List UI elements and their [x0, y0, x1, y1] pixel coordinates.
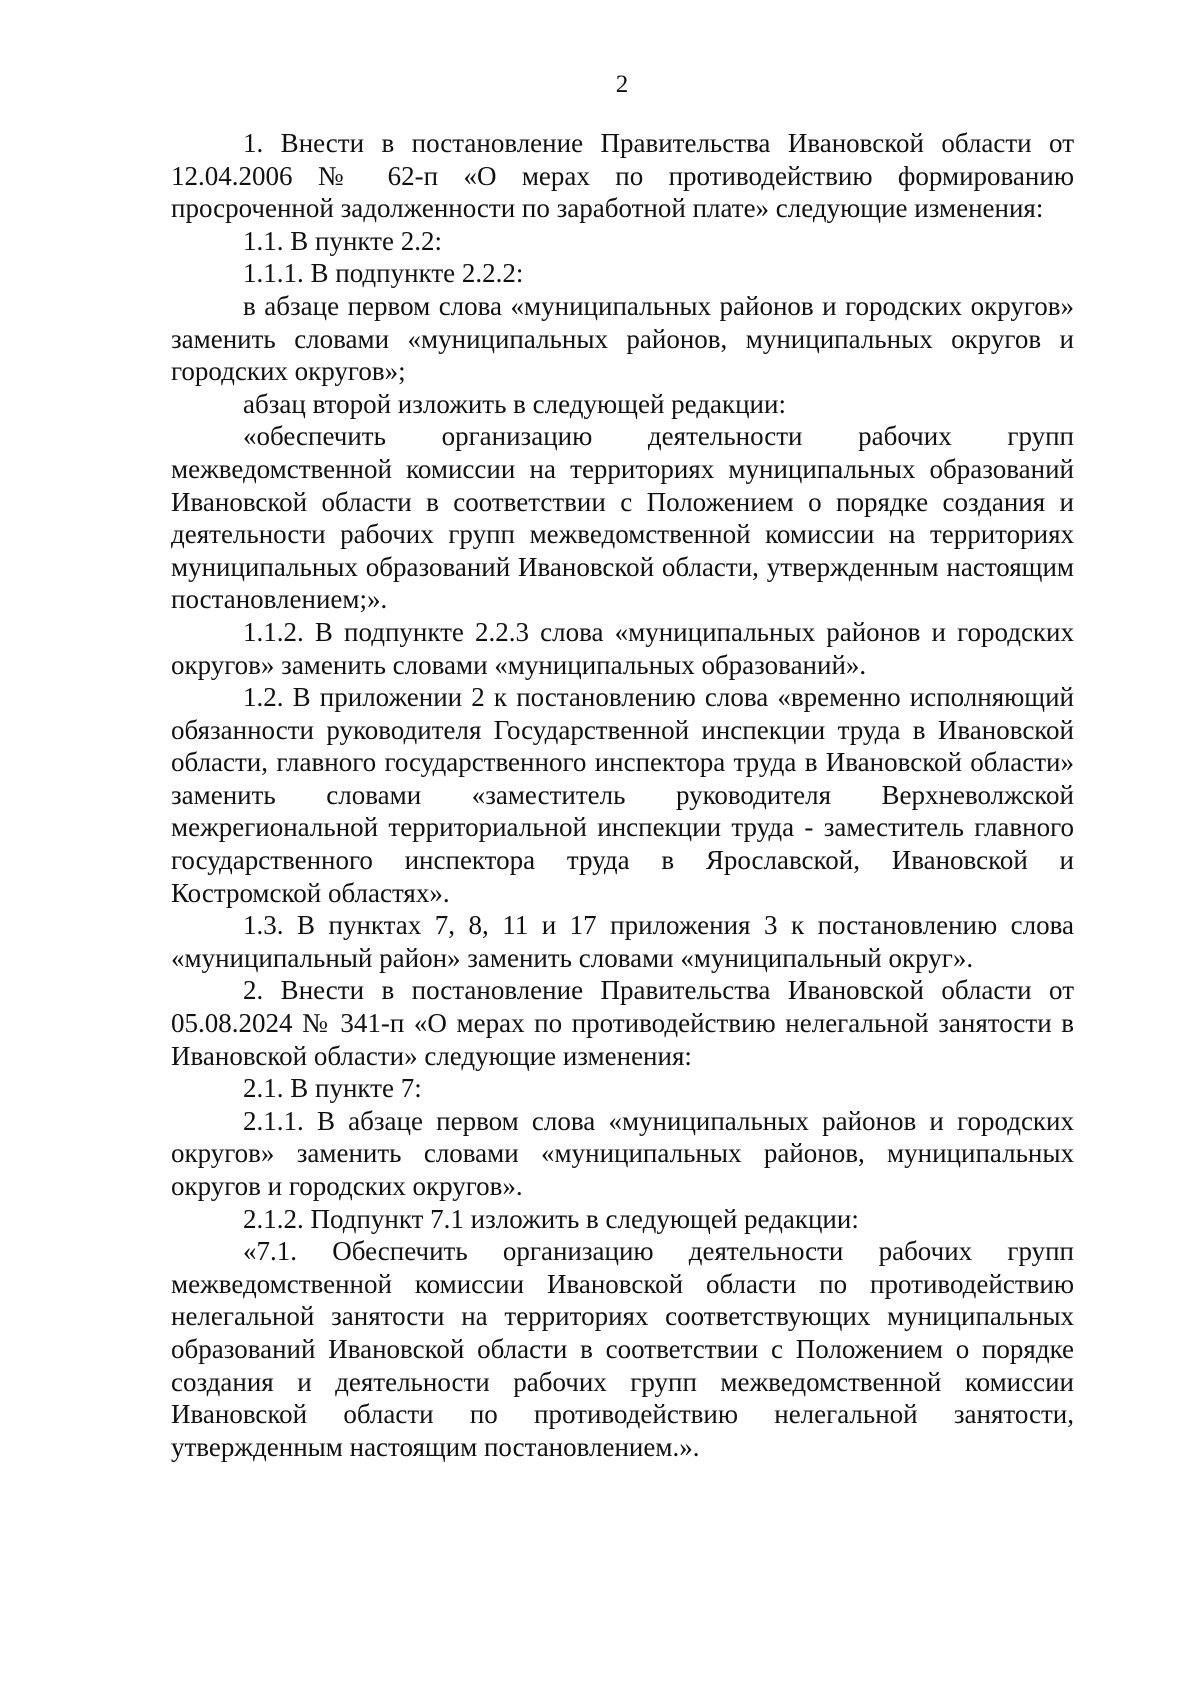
paragraph-quoted-provision-7-1: «7.1. Обеспечить организацию деятельности рабочих групп межведомственной комиссии Ивановской области по противодействию нелегальной занятости на территориях соответствующих муниципальных образований Ивановской области в соответствии с Положением о порядке создания и деятельности рабочих групп межведомственной комиссии Ивановской области по противодействию нелегальной занятости, утвержденным настоящим постановлением.». — [171, 1236, 1074, 1462]
document-body — [171, 127, 1074, 1463]
paragraph-2-1-1: 2.1.1. В абзаце первом слова «муниципальных районов и городских округов» заменить словами «муниципальных районов, муниципальных округов и городских округов». — [171, 1105, 1074, 1201]
paragraph-2-1-2: 2.1.2. Подпункт 7.1 изложить в следующей редакции: — [243, 1203, 859, 1234]
paragraph-first-abzac: в абзаце первом слова «муниципальных районов и городских округов» заменить словами «муниципальных районов, муниципальных округов и городских округов»; — [171, 290, 1074, 387]
paragraph-1-2: 1.2. В приложении 2 к постановлению слова «временно исполняющий обязанности руководителя Государственной инспекции труда в Ивановской области, главного государственного инспектора труда в Ивановской области» заменить словами «заместитель руководителя Верхневолжской межрегиональной территориальной инспекции труда - заместитель главного государственного инспектора труда в Ярославской, Ивановской и Костромской областях». — [171, 682, 1074, 908]
paragraph-1-3: 1.3. В пунктах 7, 8, 11 и 17 приложения 3 к постановлению слова «муниципальный район» заменить словами «муниципальный округ». — [171, 910, 1074, 973]
paragraph-2: 2. Внести в постановление Правительства Ивановской области от 05.08.2024 № 341-п «О мерах по противодействию нелегальной занятости в Ивановской области» следующие изменения: — [171, 975, 1074, 1071]
paragraph-2-1: 2.1. В пункте 7: — [243, 1073, 422, 1104]
page-number: 2 — [615, 71, 629, 98]
paragraph-1-1-1: 1.1.1. В подпункте 2.2.2: — [243, 258, 524, 289]
paragraph-second-abzac: абзац второй изложить в следующей редакции: — [243, 388, 786, 419]
paragraph-1-1: 1.1. В пункте 2.2: — [243, 225, 442, 256]
paragraph-1: 1. Внести в постановление Правительства Ивановской области от 12.04.2006 № 62-п «О мерах по противодействию формированию просроченной задолженности по заработной плате» следующие изменения: — [171, 128, 1074, 224]
paragraph-quoted-provision-1: «обеспечить организацию деятельности рабочих групп межведомственной комиссии на территориях муниципальных образований Ивановской области в соответствии с Положением о порядке создания и деятельности рабочих групп межведомственной комиссии на территориях муниципальных образований Ивановской области, утвержденным настоящим постановлением;». — [171, 421, 1074, 615]
paragraph-1-1-2: 1.1.2. В подпункте 2.2.3 слова «муниципальных районов и городских округов» заменить словами «муниципальных образований». — [171, 616, 1074, 680]
